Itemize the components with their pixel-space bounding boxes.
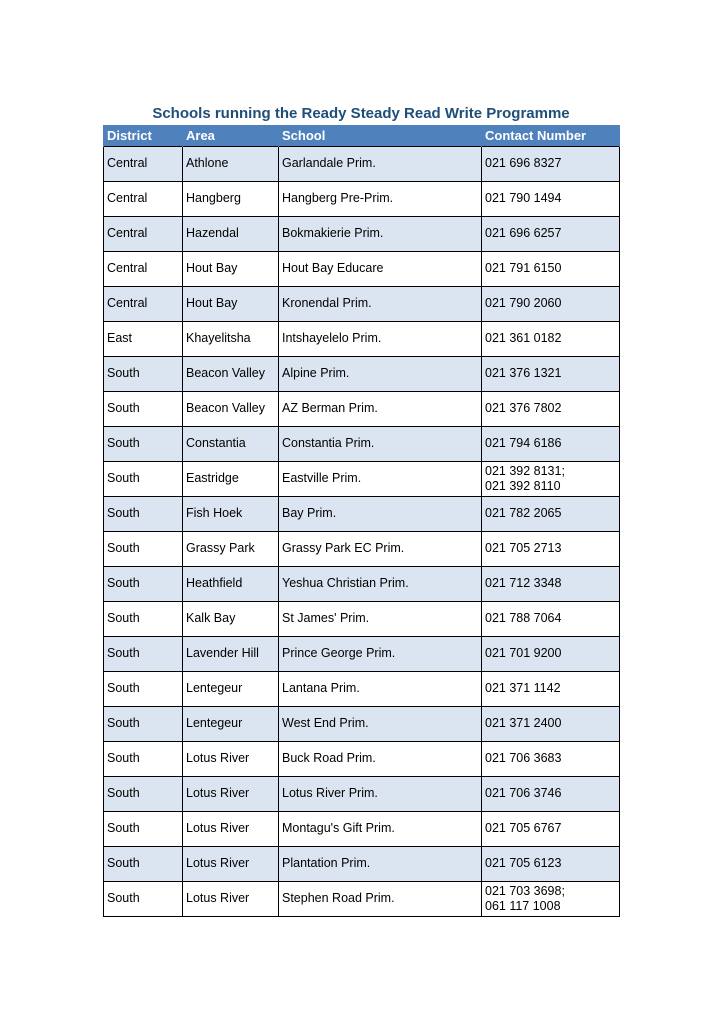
school-cell: Bokmakierie Prim. bbox=[279, 216, 482, 251]
contact-number: 021 706 3746 bbox=[485, 786, 562, 800]
contact-number: 021 794 6186 bbox=[485, 436, 562, 450]
contact-number: 021 371 2400 bbox=[485, 716, 562, 730]
area-cell: Lentegeur bbox=[183, 706, 279, 741]
contact-number: 061 117 1008 bbox=[485, 898, 561, 913]
table-row bbox=[104, 706, 620, 741]
contact-number-cell bbox=[482, 706, 620, 741]
contact-number: 021 376 7802 bbox=[485, 401, 562, 415]
area-cell: Lotus River bbox=[183, 741, 279, 776]
area-cell: Khayelitsha bbox=[183, 321, 279, 356]
contact-number-cell bbox=[482, 566, 620, 601]
table-row bbox=[104, 601, 620, 636]
contact-number-cell bbox=[482, 881, 620, 916]
table-row bbox=[104, 216, 620, 251]
district-cell: South bbox=[104, 846, 183, 881]
table-row bbox=[104, 846, 620, 881]
school-cell: Bay Prim. bbox=[279, 496, 482, 531]
table-row bbox=[104, 461, 620, 496]
contact-number-cell bbox=[482, 216, 620, 251]
district-cell: South bbox=[104, 356, 183, 391]
area-cell: Lotus River bbox=[183, 881, 279, 916]
area-cell: Hout Bay bbox=[183, 286, 279, 321]
contact-number: 021 696 6257 bbox=[485, 226, 562, 240]
contact-number-cell bbox=[482, 146, 620, 181]
district-cell: South bbox=[104, 706, 183, 741]
school-cell: Stephen Road Prim. bbox=[279, 881, 482, 916]
district-cell: South bbox=[104, 566, 183, 601]
contact-number: 021 790 1494 bbox=[485, 191, 562, 205]
area-cell: Grassy Park bbox=[183, 531, 279, 566]
contact-number: 021 706 3683 bbox=[485, 751, 562, 765]
school-cell: Eastville Prim. bbox=[279, 461, 482, 496]
district-cell: South bbox=[104, 881, 183, 916]
area-cell: Eastridge bbox=[183, 461, 279, 496]
contact-number: 021 696 8327 bbox=[485, 156, 562, 170]
area-cell: Athlone bbox=[183, 146, 279, 181]
table-body bbox=[104, 146, 620, 916]
table-row bbox=[104, 566, 620, 601]
contact-number: 021 701 9200 bbox=[485, 646, 562, 660]
table-row bbox=[104, 321, 620, 356]
area-cell: Lotus River bbox=[183, 776, 279, 811]
table-header bbox=[104, 125, 620, 146]
contact-number-cell bbox=[482, 461, 620, 496]
header-contact-number: Contact Number bbox=[482, 125, 620, 146]
contact-number-cell bbox=[482, 391, 620, 426]
school-cell: Intshayelelo Prim. bbox=[279, 321, 482, 356]
area-cell: Lentegeur bbox=[183, 671, 279, 706]
table-row bbox=[104, 391, 620, 426]
contact-number-cell bbox=[482, 776, 620, 811]
contact-number-cell bbox=[482, 846, 620, 881]
school-cell: Lotus River Prim. bbox=[279, 776, 482, 811]
table-row bbox=[104, 671, 620, 706]
document-title: Schools running the Ready Steady Read Write Programme bbox=[152, 105, 570, 122]
district-cell: Central bbox=[104, 216, 183, 251]
contact-number: 021 782 2065 bbox=[485, 506, 562, 520]
schools-table bbox=[103, 125, 620, 917]
table-row bbox=[104, 811, 620, 846]
contact-number-cell bbox=[482, 356, 620, 391]
district-cell: Central bbox=[104, 181, 183, 216]
contact-number-cell bbox=[482, 811, 620, 846]
district-cell: South bbox=[104, 741, 183, 776]
school-cell: Lantana Prim. bbox=[279, 671, 482, 706]
district-cell: South bbox=[104, 426, 183, 461]
contact-number-cell bbox=[482, 181, 620, 216]
contact-number-cell bbox=[482, 496, 620, 531]
school-cell: Montagu's Gift Prim. bbox=[279, 811, 482, 846]
table-row bbox=[104, 741, 620, 776]
table-row bbox=[104, 146, 620, 181]
area-cell: Kalk Bay bbox=[183, 601, 279, 636]
contact-number: 021 392 8110 bbox=[485, 478, 561, 493]
district-cell: South bbox=[104, 671, 183, 706]
header-area: Area bbox=[183, 125, 279, 146]
area-cell: Constantia bbox=[183, 426, 279, 461]
school-cell: St James' Prim. bbox=[279, 601, 482, 636]
school-cell: Grassy Park EC Prim. bbox=[279, 531, 482, 566]
table-row bbox=[104, 286, 620, 321]
area-cell: Lavender Hill bbox=[183, 636, 279, 671]
contact-number: 021 790 2060 bbox=[485, 296, 562, 310]
district-cell: Central bbox=[104, 286, 183, 321]
contact-number: 021 703 3698; bbox=[485, 883, 565, 898]
school-cell: AZ Berman Prim. bbox=[279, 391, 482, 426]
table-row bbox=[104, 426, 620, 461]
school-cell: Kronendal Prim. bbox=[279, 286, 482, 321]
school-cell: Plantation Prim. bbox=[279, 846, 482, 881]
header-school: School bbox=[279, 125, 482, 146]
school-cell: Buck Road Prim. bbox=[279, 741, 482, 776]
area-cell: Lotus River bbox=[183, 811, 279, 846]
district-cell: South bbox=[104, 496, 183, 531]
contact-number-cell bbox=[482, 671, 620, 706]
school-cell: Yeshua Christian Prim. bbox=[279, 566, 482, 601]
table-row bbox=[104, 251, 620, 286]
area-cell: Heathfield bbox=[183, 566, 279, 601]
district-cell: South bbox=[104, 461, 183, 496]
contact-number: 021 376 1321 bbox=[485, 366, 562, 380]
table-row bbox=[104, 881, 620, 916]
district-cell: South bbox=[104, 636, 183, 671]
contact-number-cell bbox=[482, 286, 620, 321]
contact-number-cell bbox=[482, 636, 620, 671]
school-cell: Alpine Prim. bbox=[279, 356, 482, 391]
contact-number: 021 791 6150 bbox=[485, 261, 562, 275]
contact-number-cell bbox=[482, 251, 620, 286]
school-cell: Constantia Prim. bbox=[279, 426, 482, 461]
table-row bbox=[104, 356, 620, 391]
table-row bbox=[104, 181, 620, 216]
header-row bbox=[104, 125, 620, 146]
area-cell: Beacon Valley bbox=[183, 391, 279, 426]
area-cell: Hangberg bbox=[183, 181, 279, 216]
school-cell: West End Prim. bbox=[279, 706, 482, 741]
contact-number-cell bbox=[482, 531, 620, 566]
district-cell: South bbox=[104, 531, 183, 566]
table-row bbox=[104, 531, 620, 566]
contact-number: 021 361 0182 bbox=[485, 331, 562, 345]
contact-number: 021 705 6123 bbox=[485, 856, 562, 870]
table-row bbox=[104, 776, 620, 811]
school-cell: Hout Bay Educare bbox=[279, 251, 482, 286]
table-row bbox=[104, 496, 620, 531]
contact-number-cell bbox=[482, 426, 620, 461]
district-cell: South bbox=[104, 601, 183, 636]
contact-number-cell bbox=[482, 321, 620, 356]
district-cell: South bbox=[104, 391, 183, 426]
district-cell: Central bbox=[104, 251, 183, 286]
table-row bbox=[104, 636, 620, 671]
district-cell: Central bbox=[104, 146, 183, 181]
contact-number-cell bbox=[482, 741, 620, 776]
contact-number-cell bbox=[482, 601, 620, 636]
contact-number: 021 705 6767 bbox=[485, 821, 562, 835]
contact-number: 021 788 7064 bbox=[485, 611, 562, 625]
district-cell: South bbox=[104, 776, 183, 811]
area-cell: Lotus River bbox=[183, 846, 279, 881]
district-cell: East bbox=[104, 321, 183, 356]
area-cell: Beacon Valley bbox=[183, 356, 279, 391]
district-cell: South bbox=[104, 811, 183, 846]
school-cell: Prince George Prim. bbox=[279, 636, 482, 671]
area-cell: Fish Hoek bbox=[183, 496, 279, 531]
school-cell: Garlandale Prim. bbox=[279, 146, 482, 181]
area-cell: Hout Bay bbox=[183, 251, 279, 286]
header-district: District bbox=[104, 125, 183, 146]
contact-number: 021 371 1142 bbox=[485, 681, 561, 695]
contact-number: 021 705 2713 bbox=[485, 541, 562, 555]
area-cell: Hazendal bbox=[183, 216, 279, 251]
contact-number: 021 712 3348 bbox=[485, 576, 562, 590]
school-cell: Hangberg Pre-Prim. bbox=[279, 181, 482, 216]
contact-number: 021 392 8131; bbox=[485, 463, 565, 478]
